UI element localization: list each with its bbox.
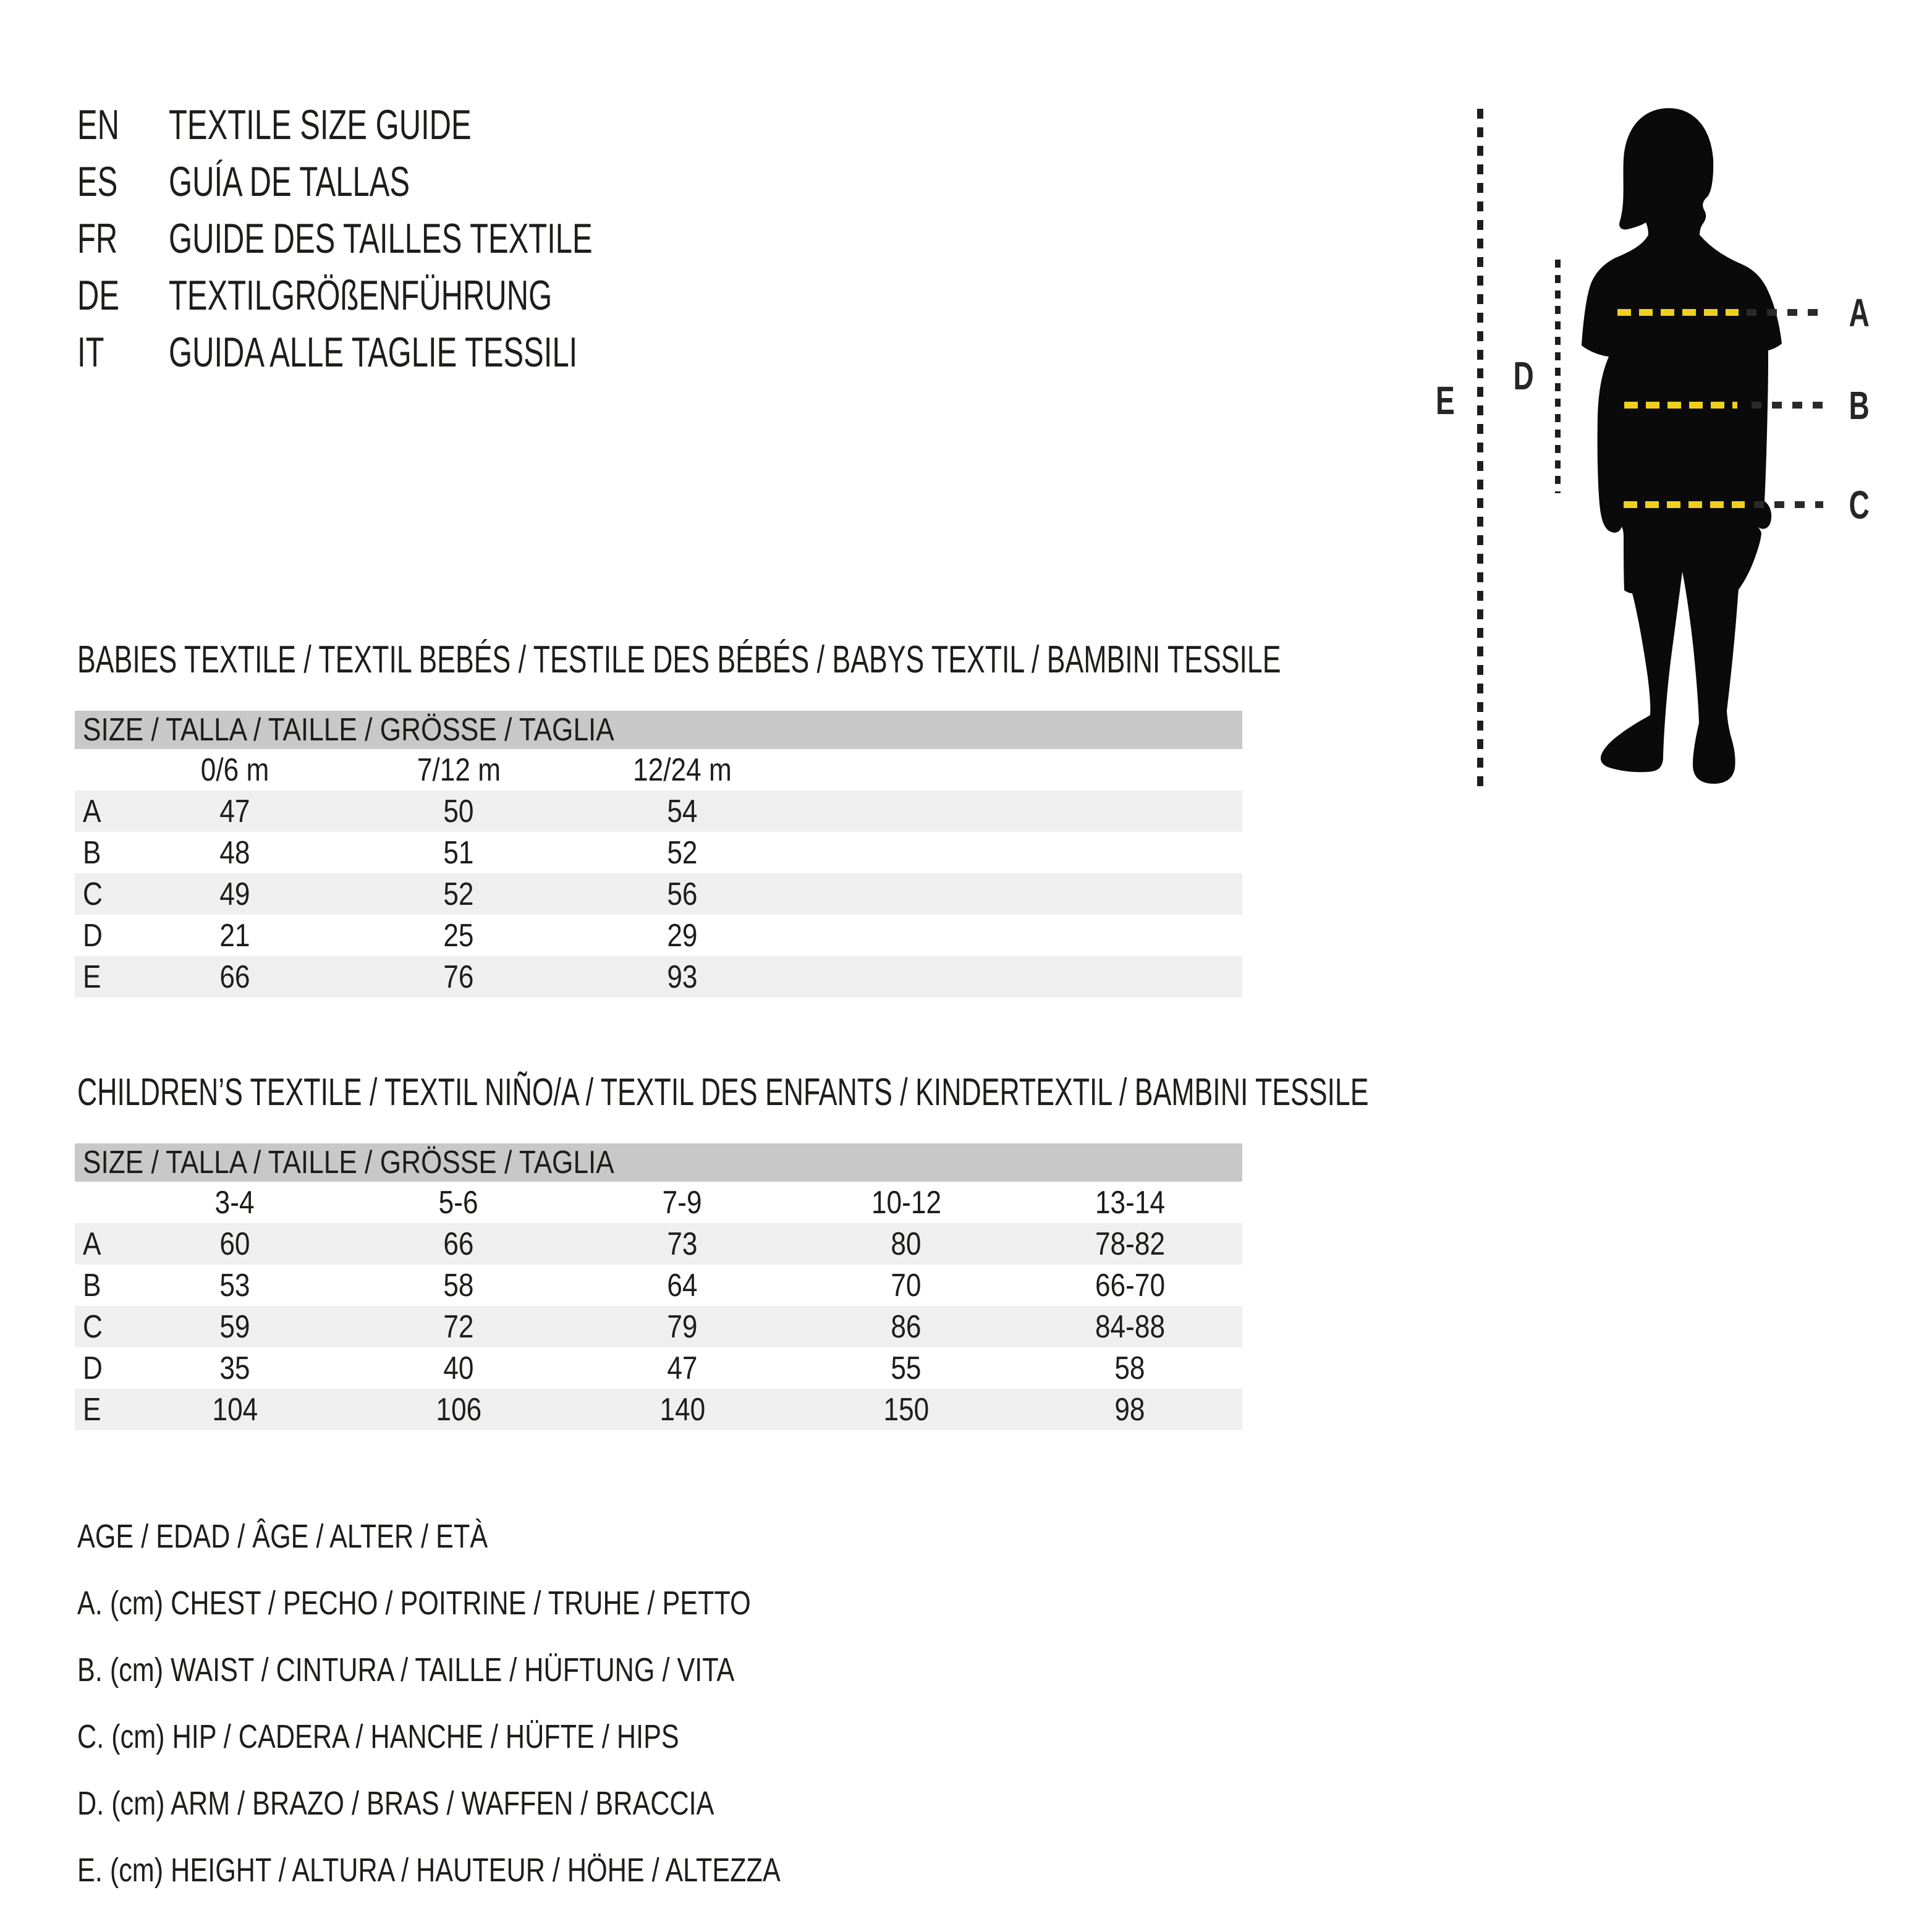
language-code: FR	[77, 215, 118, 262]
table-cell: 40	[443, 1350, 474, 1386]
table-cell: 140	[659, 1391, 705, 1428]
table-cell: 66	[219, 959, 250, 995]
table-cell: 54	[667, 793, 698, 829]
column-header: 12/24 m	[633, 752, 732, 788]
table-cell: 21	[219, 917, 250, 954]
language-code: IT	[77, 329, 104, 376]
table-cell: 150	[883, 1391, 929, 1428]
row-letter: A	[83, 793, 101, 829]
language-label: GUIDA ALLE TAGLIE TESSILI	[169, 329, 578, 376]
table-cell: 72	[443, 1308, 474, 1345]
table-cell: 35	[219, 1350, 250, 1386]
table-cell: 104	[212, 1391, 258, 1428]
legend-line: A. (cm) CHEST / PECHO / POITRINE / TRUHE / PETTO	[77, 1585, 751, 1622]
table-cell: 79	[667, 1308, 698, 1345]
table-cell: 47	[667, 1350, 698, 1386]
row-letter: E	[83, 1391, 101, 1428]
table-row	[75, 873, 1242, 915]
table-cell: 86	[891, 1308, 922, 1345]
table-cell: 78-82	[1095, 1226, 1165, 1262]
table-row	[75, 915, 1242, 956]
table-cell: 52	[667, 834, 698, 871]
row-letter: C	[83, 1308, 103, 1345]
column-header-row	[75, 749, 1242, 790]
hip-measure-line-dark	[1754, 501, 1823, 508]
language-code: DE	[77, 272, 120, 319]
table-cell: 93	[667, 959, 698, 995]
children-size-table	[75, 1143, 1242, 1430]
column-header: 3-4	[215, 1184, 255, 1221]
table-cell: 64	[667, 1267, 698, 1303]
waist-measure-line-dark	[1752, 402, 1823, 409]
table-row	[75, 1265, 1242, 1306]
table-cell: 80	[891, 1226, 922, 1262]
row-letter: C	[83, 876, 103, 912]
legend-line: B. (cm) WAIST / CINTURA / TAILLE / HÜFTUNG / VITA	[77, 1651, 735, 1688]
table-size-header: SIZE / TALLA / TAILLE / GRÖSSE / TAGLIA	[75, 711, 1242, 749]
table-cell: 56	[667, 876, 698, 912]
measure-label-d: D	[1513, 354, 1534, 398]
language-label: GUÍA DE TALLAS	[169, 158, 410, 205]
table-row	[75, 956, 1242, 998]
row-letter: A	[83, 1226, 101, 1262]
table-cell: 84-88	[1095, 1308, 1165, 1345]
table-cell: 53	[219, 1267, 250, 1303]
measure-label-b: B	[1849, 383, 1870, 428]
table-cell: 70	[891, 1267, 922, 1303]
child-silhouette-figure	[1545, 102, 1792, 788]
table-cell: 66	[443, 1226, 474, 1262]
column-header: 10-12	[871, 1184, 941, 1221]
table-cell: 48	[219, 834, 250, 871]
table-cell: 66-70	[1095, 1267, 1165, 1303]
hip-measure-line-yellow	[1624, 501, 1745, 508]
language-label: GUIDE DES TAILLES TEXTILE	[169, 215, 593, 262]
column-header: 7/12 m	[417, 752, 501, 788]
babies-section-title: BABIES TEXTILE / TEXTIL BEBÉS / TESTILE DES BÉBÉS / BABYS TEXTIL / BAMBINI TESSILE	[77, 638, 1281, 681]
legend-line: D. (cm) ARM / BRAZO / BRAS / WAFFEN / BRACCIA	[77, 1785, 714, 1822]
table-row	[75, 790, 1242, 832]
row-letter: B	[83, 1267, 101, 1303]
babies-size-table	[75, 711, 1242, 998]
table-cell: 98	[1114, 1391, 1145, 1428]
language-code: EN	[77, 101, 120, 148]
row-letter: E	[83, 959, 101, 995]
language-code: ES	[77, 158, 118, 205]
table-cell: 55	[891, 1350, 922, 1386]
chest-measure-line-dark	[1747, 309, 1820, 316]
row-letter: D	[83, 1350, 103, 1386]
column-header: 13-14	[1095, 1184, 1165, 1221]
table-cell: 60	[219, 1226, 250, 1262]
measure-label-a: A	[1849, 290, 1870, 335]
table-cell: 47	[219, 793, 250, 829]
table-cell: 73	[667, 1226, 698, 1262]
table-cell: 52	[443, 876, 474, 912]
legend-line: C. (cm) HIP / CADERA / HANCHE / HÜFTE / HIPS	[77, 1718, 679, 1755]
row-letter: B	[83, 834, 101, 871]
legend-line: AGE / EDAD / ÂGE / ALTER / ETÀ	[77, 1518, 488, 1555]
table-cell: 76	[443, 959, 474, 995]
table-cell: 50	[443, 793, 474, 829]
table-cell: 29	[667, 917, 698, 954]
table-cell: 49	[219, 876, 250, 912]
table-cell: 51	[443, 834, 474, 871]
table-cell: 58	[443, 1267, 474, 1303]
column-header: 0/6 m	[200, 752, 269, 788]
language-label: TEXTILGRÖßENFÜHRUNG	[169, 272, 553, 319]
table-cell: 25	[443, 917, 474, 954]
table-row	[75, 1347, 1242, 1389]
table-row	[75, 1223, 1242, 1265]
table-row	[75, 1389, 1242, 1430]
measure-label-e: E	[1435, 378, 1455, 423]
row-letter: D	[83, 917, 103, 954]
waist-measure-line-yellow	[1624, 402, 1737, 409]
language-label: TEXTILE SIZE GUIDE	[169, 101, 472, 148]
table-cell: 58	[1114, 1350, 1145, 1386]
height-measure-line-e	[1477, 109, 1483, 786]
column-header-row	[75, 1182, 1242, 1223]
table-size-header: SIZE / TALLA / TAILLE / GRÖSSE / TAGLIA	[75, 1143, 1242, 1182]
table-row	[75, 832, 1242, 873]
chest-measure-line-yellow	[1617, 309, 1739, 316]
table-cell: 59	[219, 1308, 250, 1345]
column-header: 5-6	[439, 1184, 478, 1221]
table-cell: 106	[436, 1391, 481, 1428]
column-header: 7-9	[663, 1184, 702, 1221]
children-section-title: CHILDREN’S TEXTILE / TEXTIL NIÑO/A / TEXTIL DES ENFANTS / KINDERTEXTIL / BAMBINI TESSILE	[77, 1071, 1369, 1114]
measure-label-c: C	[1849, 483, 1870, 527]
legend-line: E. (cm) HEIGHT / ALTURA / HAUTEUR / HÖHE / ALTEZZA	[77, 1852, 781, 1889]
table-row	[75, 1306, 1242, 1347]
